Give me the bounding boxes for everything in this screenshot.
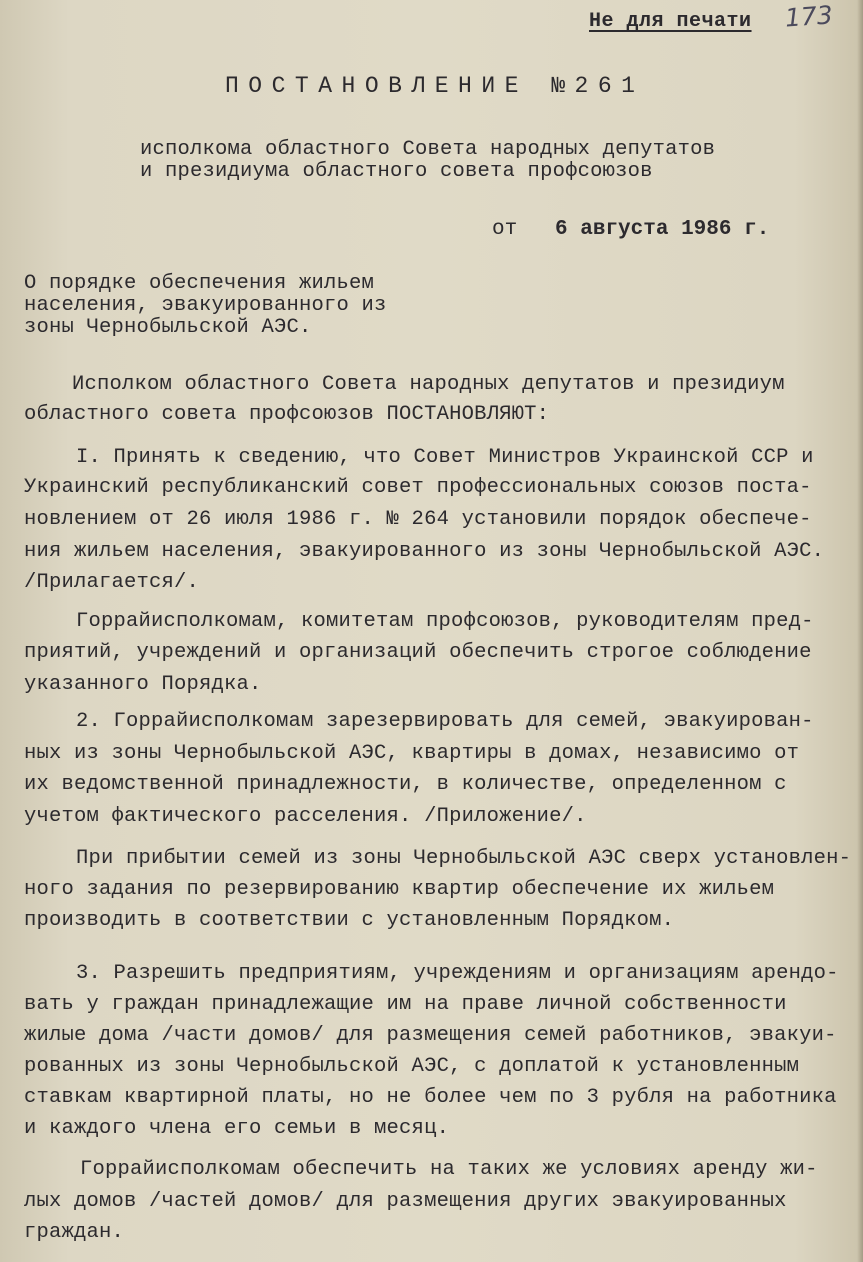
item3-line: жилые дома /части домов/ для размещения семей работников, эвакуи- — [24, 1024, 837, 1047]
date-month: августа — [580, 218, 669, 241]
item2-line: их ведомственной принадлежности, в количестве, определенном с — [24, 773, 787, 796]
issuer-line: исполкома областного Совета народных депутатов — [140, 138, 716, 161]
date-day: 6 — [555, 218, 568, 241]
item1-line: ния жильем населения, эвакуированного из зоны Чернобыльской АЭС. — [24, 540, 825, 563]
date-year: 1986 г. — [681, 218, 770, 241]
item3-line: рованных из зоны Чернобыльской АЭС, с доплатой к установленным — [24, 1055, 800, 1078]
item1b-line: Горрайисполкомам, комитетам профсоюзов, руководителям пред- — [76, 610, 814, 633]
item3b-line: Горрайисполкомам обеспечить на таких же условиях аренду жи- — [80, 1158, 818, 1181]
item3-line: 3. Разрешить предприятиям, учреждениям и организациям арендо- — [76, 962, 839, 985]
item1b-line: указанного Порядка. — [24, 673, 262, 696]
item1b-line: приятий, учреждений и организаций обеспечить строгое соблюдение — [24, 641, 812, 664]
document-date — [492, 218, 769, 241]
item1-line: /Прилагается/. — [24, 571, 200, 594]
item3-line: и каждого члена его семьи в месяц. — [24, 1117, 450, 1140]
handwritten-page-number: 173 — [784, 0, 834, 33]
issuer-line: и президиума областного совета профсоюзов — [140, 160, 653, 183]
item2b-line: производить в соответствии с установленным Порядком. — [24, 909, 675, 932]
preamble-line: областного совета профсоюзов ПОСТАНОВЛЯЮТ: — [24, 403, 550, 426]
item1-line: I. Принять к сведению, что Совет Министров Украинской ССР и — [76, 446, 814, 469]
item2b-line: При прибытии семей из зоны Чернобыльской АЭС сверх установлен- — [76, 847, 852, 870]
item1-line: новлением от 26 июля 1986 г. № 264 установили порядок обеспече- — [24, 508, 812, 531]
subject-line: населения, эвакуированного из — [24, 294, 387, 317]
item2-line: ных из зоны Чернобыльской АЭС, квартиры в домах, независимо от — [24, 742, 800, 765]
item2-line: учетом фактического расселения. /Приложение/. — [24, 805, 587, 828]
item1-line: Украинский республиканский совет профессиональных союзов поста- — [24, 476, 812, 499]
item2-line: 2. Горрайисполкомам зарезервировать для семей, эвакуирован- — [76, 710, 814, 733]
date-prefix: от — [492, 218, 518, 241]
item3-line: вать у граждан принадлежащие им на праве личной собственности — [24, 993, 787, 1016]
preamble-line: Исполком областного Совета народных депутатов и президиум — [72, 373, 785, 396]
document-title: ПОСТАНОВЛЕНИЕ №261 — [225, 73, 645, 99]
item3b-line: граждан. — [24, 1221, 125, 1244]
subject-line: зоны Чернобыльской АЭС. — [24, 316, 312, 339]
item3-line: ставкам квартирной платы, но не более чем по 3 рубля на работника — [24, 1086, 837, 1109]
page-edge-shadow — [857, 0, 863, 1262]
subject-line: О порядке обеспечения жильем — [24, 272, 375, 295]
item2b-line: ного задания по резервированию квартир обеспечение их жильем — [24, 878, 775, 901]
classification-stamp: Не для печати — [589, 10, 752, 33]
item3b-line: лых домов /частей домов/ для размещения других эвакуированных — [24, 1190, 787, 1213]
